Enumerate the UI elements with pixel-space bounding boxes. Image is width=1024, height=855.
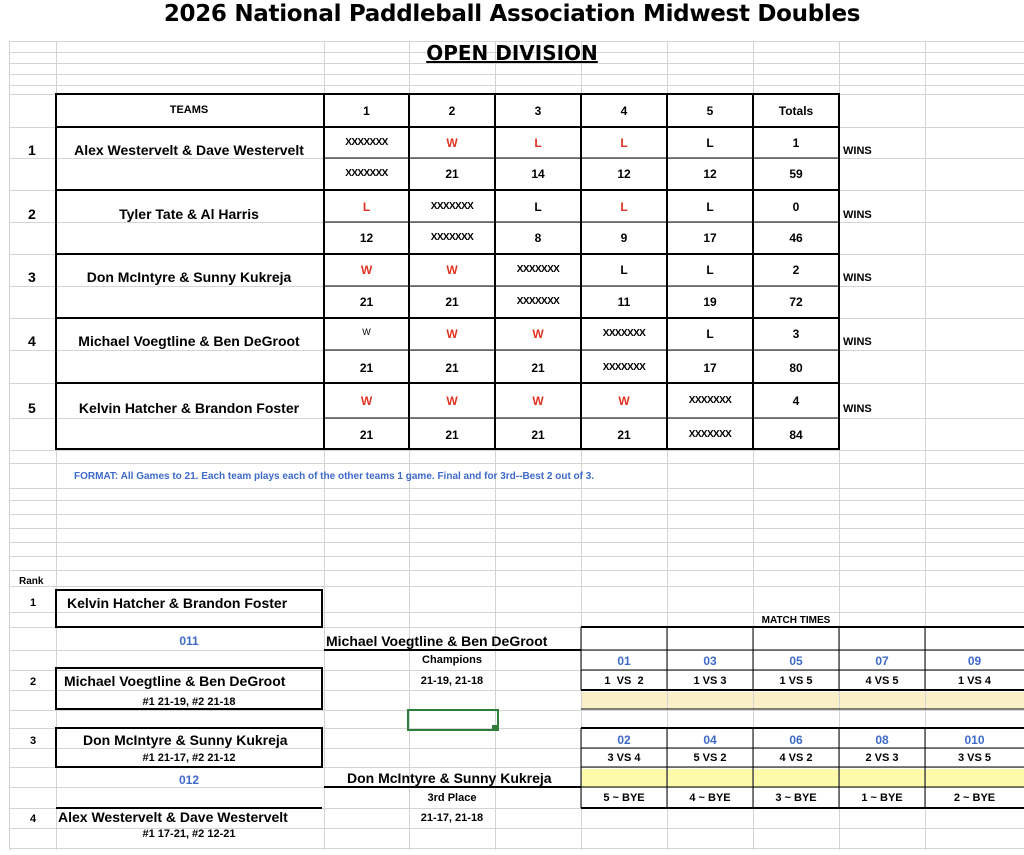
total-points[interactable]: 72 bbox=[789, 295, 803, 309]
score-cell[interactable]: 21 bbox=[445, 295, 459, 309]
wins-label: WINS bbox=[843, 209, 872, 221]
score-cell[interactable]: 12 bbox=[617, 167, 631, 181]
wins-label: WINS bbox=[843, 336, 872, 348]
match-id[interactable]: 03 bbox=[703, 654, 717, 668]
result-cell[interactable]: L bbox=[706, 263, 714, 277]
total-points[interactable]: 59 bbox=[789, 167, 803, 181]
result-cell[interactable]: W bbox=[360, 394, 373, 408]
score-cell[interactable]: 8 bbox=[534, 231, 542, 245]
seed-scores[interactable]: #1 21-19, #2 21-18 bbox=[142, 696, 236, 708]
score-cell[interactable]: 12 bbox=[359, 231, 374, 245]
match-number[interactable]: 011 bbox=[179, 634, 199, 648]
rank-number: 1 bbox=[30, 597, 37, 609]
rank-number: 2 bbox=[30, 676, 37, 688]
match-id[interactable]: 02 bbox=[617, 733, 631, 747]
seed-team[interactable]: Michael Voegtline & Ben DeGroot bbox=[64, 673, 286, 689]
match-pairing[interactable]: 5 VS 2 bbox=[693, 752, 727, 764]
wins-label: WINS bbox=[843, 403, 872, 415]
match-pairing[interactable]: 3 VS 4 bbox=[607, 752, 641, 764]
score-cell[interactable]: 21 bbox=[445, 361, 459, 375]
total-wins[interactable]: 2 bbox=[792, 263, 800, 277]
match-pairing[interactable]: 2 VS 3 bbox=[865, 752, 899, 764]
result-cell[interactable]: L bbox=[620, 263, 628, 277]
champion-team[interactable]: Michael Voegtline & Ben DeGroot bbox=[326, 633, 548, 649]
score-cell[interactable]: XXXXXXX bbox=[516, 296, 560, 307]
result-cell[interactable]: XXXXXXX bbox=[516, 264, 560, 275]
team-number: 4 bbox=[28, 333, 36, 349]
third-place-scores[interactable]: 21-17, 21-18 bbox=[420, 812, 484, 824]
score-cell[interactable]: 21 bbox=[531, 361, 545, 375]
result-cell[interactable]: W bbox=[360, 263, 373, 277]
header-col-2: 2 bbox=[448, 104, 456, 118]
score-cell[interactable]: 21 bbox=[531, 428, 545, 442]
team-number: 1 bbox=[28, 142, 36, 158]
team-name[interactable]: Michael Voegtline & Ben DeGroot bbox=[78, 333, 300, 349]
match-pairing[interactable]: 1 VS 5 bbox=[779, 675, 813, 687]
bye-cell[interactable]: 5 ~ BYE bbox=[603, 792, 645, 804]
score-cell[interactable]: 11 bbox=[617, 295, 631, 309]
total-points[interactable]: 84 bbox=[789, 428, 803, 442]
match-id[interactable]: 08 bbox=[875, 733, 889, 747]
bye-cell[interactable]: 1 ~ BYE bbox=[861, 792, 903, 804]
fill-handle[interactable] bbox=[492, 725, 498, 731]
format-note[interactable]: FORMAT: All Games to 21. Each team plays each of the other teams 1 game. Final and for 3rd--Best 2 out of 3. bbox=[74, 471, 595, 482]
result-cell[interactable]: W bbox=[362, 327, 371, 337]
result-cell[interactable]: L bbox=[534, 200, 542, 214]
match-pairing[interactable]: 3 VS 5 bbox=[957, 752, 992, 764]
score-cell[interactable]: XXXXXXX bbox=[430, 232, 474, 243]
rank-number: 4 bbox=[30, 813, 37, 825]
result-cell[interactable]: L bbox=[706, 136, 714, 150]
score-cell[interactable]: 9 bbox=[620, 231, 628, 245]
team-name[interactable]: Kelvin Hatcher & Brandon Foster bbox=[78, 400, 300, 416]
score-cell[interactable]: 21 bbox=[359, 428, 374, 442]
wins-label: WINS bbox=[843, 145, 872, 157]
seed-scores[interactable]: #1 21-17, #2 21-12 bbox=[142, 752, 236, 764]
match-result-row-1[interactable] bbox=[581, 692, 1024, 709]
score-cell[interactable]: 12 bbox=[703, 167, 717, 181]
header-col-1: 1 bbox=[363, 104, 370, 118]
score-cell[interactable]: XXXXXXX bbox=[602, 362, 646, 373]
header-teams: TEAMS bbox=[169, 104, 209, 116]
team-number: 3 bbox=[28, 269, 36, 285]
match-result-row-2[interactable] bbox=[581, 769, 1024, 787]
score-cell[interactable]: 19 bbox=[703, 295, 717, 309]
result-cell[interactable]: L bbox=[362, 200, 371, 214]
match-pairing[interactable]: 1 VS 3 bbox=[693, 675, 727, 687]
match-id[interactable]: 07 bbox=[875, 654, 889, 668]
total-wins[interactable]: 0 bbox=[792, 200, 800, 214]
rank-label: Rank bbox=[19, 576, 44, 587]
total-wins[interactable]: 4 bbox=[792, 394, 800, 408]
result-cell[interactable]: L bbox=[706, 200, 714, 214]
match-times-label: MATCH TIMES bbox=[761, 615, 831, 626]
score-cell[interactable]: 21 bbox=[359, 295, 374, 309]
rank-number: 3 bbox=[30, 735, 37, 747]
match-pairing[interactable]: 4 VS 5 bbox=[865, 675, 899, 687]
result-cell[interactable]: XXXXXXX bbox=[602, 328, 646, 339]
match-number[interactable]: 012 bbox=[178, 773, 200, 787]
score-cell[interactable]: 21 bbox=[359, 361, 374, 375]
result-cell[interactable]: L bbox=[620, 136, 628, 150]
match-id[interactable]: 04 bbox=[703, 733, 717, 747]
result-cell[interactable]: L bbox=[706, 327, 714, 341]
team-number: 5 bbox=[28, 400, 36, 416]
champion-label: Champions bbox=[422, 654, 482, 666]
result-cell[interactable]: L bbox=[534, 136, 542, 150]
seed-team[interactable]: Alex Westervelt & Dave Westervelt bbox=[58, 809, 288, 825]
result-cell[interactable]: W bbox=[446, 394, 458, 408]
result-cell[interactable]: W bbox=[532, 394, 544, 408]
result-cell[interactable]: L bbox=[620, 200, 628, 214]
bye-cell[interactable]: 4 ~ BYE bbox=[689, 792, 731, 804]
result-cell[interactable]: XXXXXXX bbox=[688, 395, 732, 406]
score-cell[interactable]: 21 bbox=[445, 428, 459, 442]
team-name[interactable]: Tyler Tate & Al Harris bbox=[119, 206, 259, 222]
result-cell[interactable]: W bbox=[446, 263, 458, 277]
match-id[interactable]: 09 bbox=[967, 654, 982, 668]
third-place-team[interactable]: Don McIntyre & Sunny Kukreja bbox=[347, 770, 552, 786]
result-cell[interactable]: W bbox=[532, 327, 544, 341]
page-title: 2026 National Paddleball Association Midwest Doubles bbox=[163, 1, 861, 27]
score-cell[interactable]: 17 bbox=[703, 231, 717, 245]
seed-team[interactable]: Kelvin Hatcher & Brandon Foster bbox=[67, 595, 288, 611]
score-cell[interactable]: 17 bbox=[703, 361, 717, 375]
division-title: OPEN DIVISION bbox=[426, 41, 598, 65]
match-pairing[interactable]: 1 VS 4 bbox=[957, 675, 992, 687]
header-totals: Totals bbox=[778, 104, 814, 118]
seed-team[interactable]: Don McIntyre & Sunny Kukreja bbox=[83, 732, 288, 748]
team-name[interactable]: Alex Westervelt & Dave Westervelt bbox=[74, 142, 304, 158]
match-pairing[interactable]: 4 VS 2 bbox=[779, 752, 813, 764]
total-wins[interactable]: 1 bbox=[792, 136, 800, 150]
score-cell[interactable]: XXXXXXX bbox=[688, 429, 732, 440]
selected-cell[interactable] bbox=[407, 709, 499, 731]
champion-scores[interactable]: 21-19, 21-18 bbox=[420, 675, 484, 687]
result-cell[interactable]: XXXXXXX bbox=[345, 137, 388, 148]
match-id[interactable]: 01 bbox=[617, 654, 631, 668]
result-cell[interactable]: XXXXXXX bbox=[430, 201, 474, 212]
result-cell[interactable]: W bbox=[618, 394, 630, 408]
score-cell[interactable]: 21 bbox=[617, 428, 631, 442]
header-col-3: 3 bbox=[534, 104, 542, 118]
score-cell[interactable]: 21 bbox=[445, 167, 459, 181]
header-col-5: 5 bbox=[706, 104, 714, 118]
match-id[interactable]: 05 bbox=[789, 654, 803, 668]
total-wins[interactable]: 3 bbox=[792, 327, 800, 341]
result-cell[interactable]: W bbox=[446, 327, 458, 341]
team-number: 2 bbox=[28, 206, 36, 222]
score-cell[interactable]: 14 bbox=[531, 167, 545, 181]
bye-cell[interactable]: 3 ~ BYE bbox=[775, 792, 817, 804]
match-id[interactable]: 06 bbox=[789, 733, 803, 747]
wins-label: WINS bbox=[843, 272, 872, 284]
result-cell[interactable]: W bbox=[446, 136, 458, 150]
match-pairing[interactable]: 1 VS 2 bbox=[604, 675, 644, 687]
total-points[interactable]: 80 bbox=[789, 361, 803, 375]
header-col-4: 4 bbox=[620, 104, 628, 118]
total-points[interactable]: 46 bbox=[789, 231, 803, 245]
match-id[interactable]: 010 bbox=[964, 733, 985, 747]
seed-scores[interactable]: #1 17-21, #2 12-21 bbox=[142, 828, 236, 840]
third-place-label: 3rd Place bbox=[427, 792, 477, 804]
team-name[interactable]: Don McIntyre & Sunny Kukreja bbox=[86, 269, 292, 285]
bye-cell[interactable]: 2 ~ BYE bbox=[953, 792, 996, 804]
score-cell[interactable]: XXXXXXX bbox=[345, 168, 388, 179]
